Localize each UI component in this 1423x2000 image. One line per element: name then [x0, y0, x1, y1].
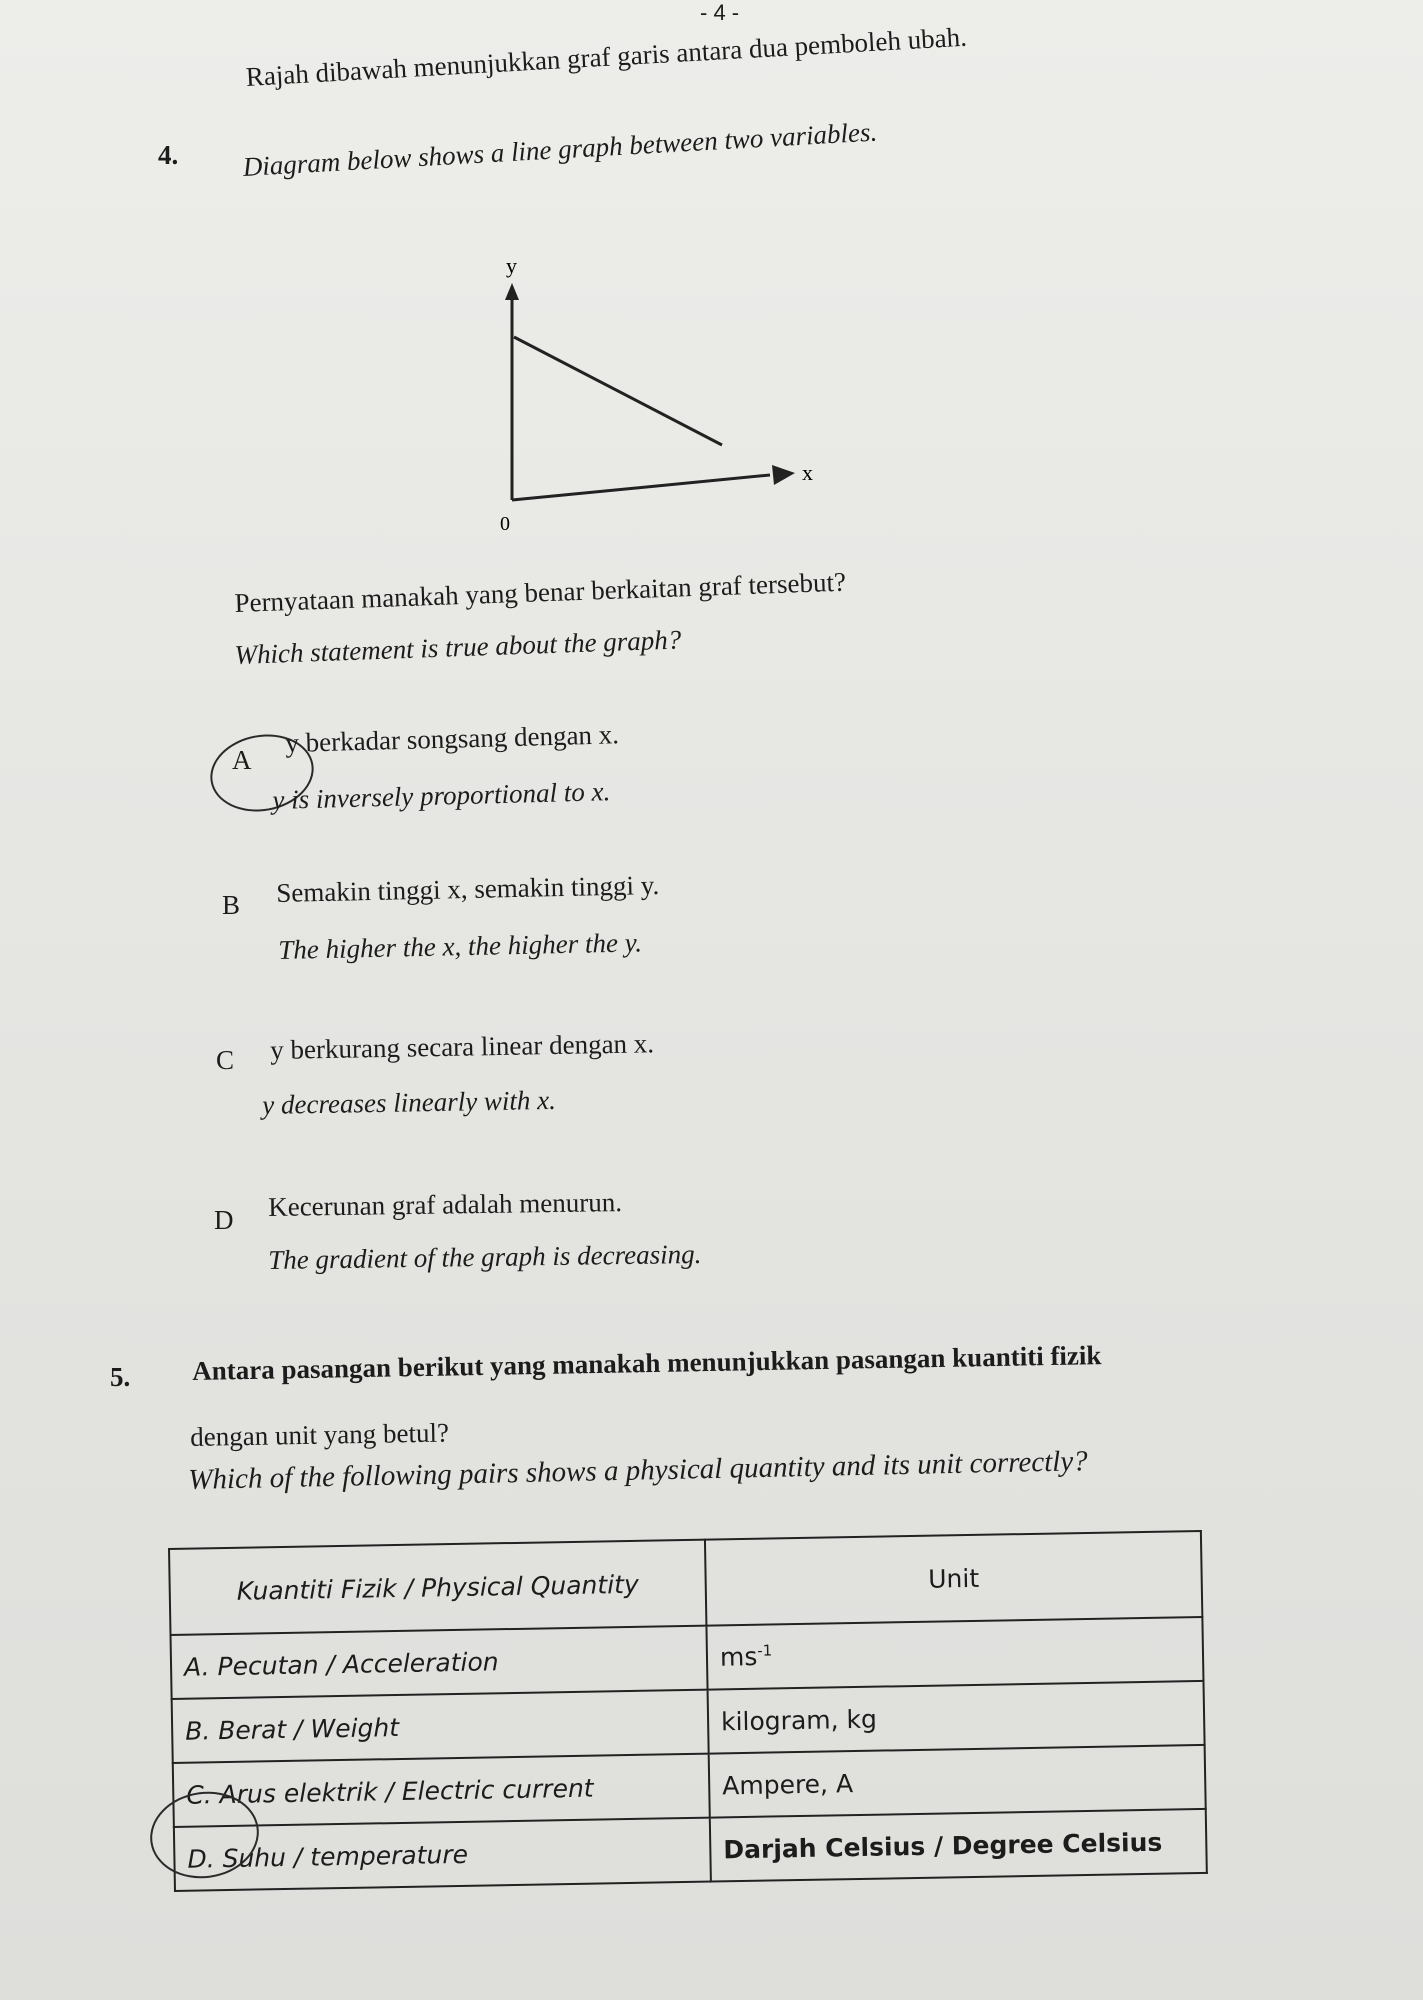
- question-5-number: 5.: [110, 1362, 131, 1392]
- x-axis-label: x: [802, 460, 813, 485]
- table-header-quantity: Kuantiti Fizik / Physical Quantity: [169, 1540, 706, 1635]
- option-a-letter[interactable]: A: [232, 745, 252, 775]
- graph-line: [514, 337, 722, 445]
- question-4-prompt-malay: Pernyataan manakah yang benar berkaitan graf tersebut?: [234, 566, 847, 618]
- page-number: - 4 -: [700, 0, 740, 25]
- question-4-prompt-english: Which statement is true about the graph?: [234, 624, 682, 670]
- unit-text: ms: [719, 1642, 758, 1673]
- question-4-stem-english: Diagram below shows a line graph between two variables.: [242, 116, 878, 182]
- table-cell-quantity: D. Suhu / temperature: [174, 1818, 711, 1891]
- quantity-unit-table: [168, 1530, 1208, 1892]
- table-cell-quantity: C. Arus elektrik / Electric current: [173, 1754, 710, 1827]
- table-cell-quantity: B. Berat / Weight: [172, 1690, 709, 1763]
- option-c-malay[interactable]: y berkurang secara linear dengan x.: [270, 1028, 655, 1065]
- table-cell-unit: Darjah Celsius / Degree Celsius: [710, 1809, 1207, 1882]
- x-axis-arrow-icon: [772, 465, 795, 485]
- table-cell-quantity: A. Pecutan / Acceleration: [171, 1626, 708, 1699]
- unit-exponent: -1: [757, 1641, 773, 1661]
- option-a-english[interactable]: y is inversely proportional to x.: [272, 776, 611, 815]
- option-d-english[interactable]: The gradient of the graph is decreasing.: [268, 1238, 702, 1275]
- option-d-letter[interactable]: D: [214, 1205, 234, 1235]
- option-d-malay[interactable]: Kecerunan graf adalah menurun.: [268, 1187, 623, 1222]
- option-a-malay[interactable]: y berkadar songsang dengan x.: [285, 719, 620, 758]
- table-cell-unit: [706, 1617, 1203, 1690]
- option-c-letter[interactable]: C: [216, 1045, 235, 1075]
- table-header-unit: Unit: [705, 1531, 1202, 1626]
- question-5-stem-english: Which of the following pairs shows a physical quantity and its unit correctly?: [188, 1445, 1088, 1496]
- table-cell-unit: Ampere, A: [709, 1745, 1206, 1818]
- question-4-stem-malay: Rajah dibawah menunjukkan graf garis antara dua pemboleh ubah.: [245, 21, 968, 92]
- table-cell-unit: kilogram, kg: [708, 1681, 1205, 1754]
- option-b-letter[interactable]: B: [222, 890, 241, 920]
- line-graph: [470, 245, 850, 545]
- question-5-stem-malay-line2: dengan unit yang betul?: [190, 1417, 450, 1452]
- y-axis-label: y: [506, 253, 517, 278]
- option-c-english[interactable]: y decreases linearly with x.: [262, 1084, 557, 1120]
- question-5-stem-malay-line1: Antara pasangan berikut yang manakah menunjukkan pasangan kuantiti fizik: [192, 1340, 1102, 1386]
- question-4-number: 4.: [158, 140, 179, 170]
- option-b-english[interactable]: The higher the x, the higher the y.: [278, 927, 643, 965]
- origin-label: 0: [500, 513, 510, 535]
- x-axis: [512, 475, 770, 500]
- y-axis-arrow-icon: [505, 283, 519, 300]
- option-b-malay[interactable]: Semakin tinggi x, semakin tinggi y.: [276, 869, 660, 908]
